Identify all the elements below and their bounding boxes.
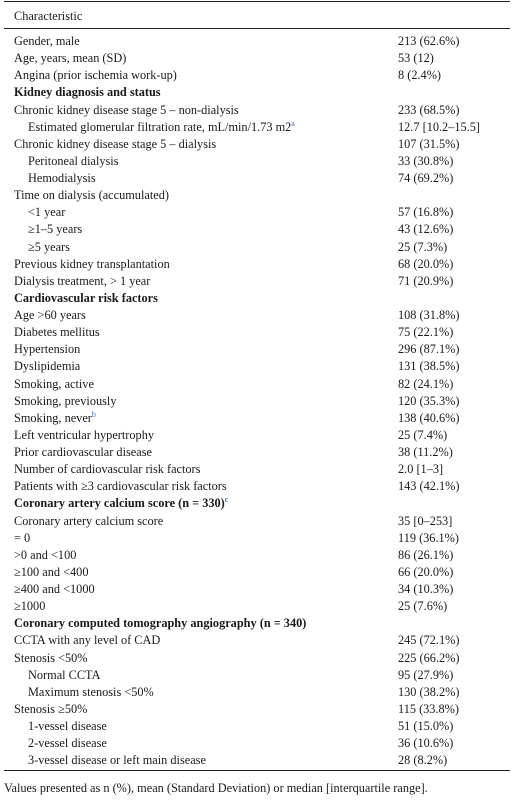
row-label-text: Age >60 years [14,308,86,322]
row-label-text: Stenosis <50% [14,650,88,665]
row-value: 108 (31.8%) [398,308,460,322]
row-value: 296 (87.1%) [398,342,460,357]
table-row [0,358,514,375]
row-label-text: ≥5 years [28,239,70,254]
row-value: 143 (42.1%) [398,479,460,494]
row-label-text: Kidney diagnosis and status [14,85,161,100]
row-label [14,564,88,581]
row-label-text: Smoking, active [14,376,94,391]
footnote-marker: b [91,409,96,419]
row-label-text: Age, years, mean (SD) [14,51,127,66]
row-value: 25 (7.4%) [398,427,448,442]
row-label-text: Dialysis treatment, > 1 year [14,273,151,288]
row-label [14,547,76,564]
row-label-text: = 0 [14,530,31,545]
row-value: 225 (66.2%) [398,650,460,665]
row-label [28,718,107,735]
row-value: 119 (36.1%) [398,530,460,545]
row-label-text: Smoking, never [14,410,92,425]
table-row [0,478,514,495]
row-value: 57 (16.8%) [398,205,454,220]
row-label [14,341,80,358]
table-top-rule [4,1,510,2]
row-label [14,358,80,375]
table-row [0,530,514,547]
row-label-text: Peritoneal dialysis [28,153,119,168]
row-label [14,530,30,547]
table-row [0,33,514,50]
row-label [28,119,295,136]
row-label-text: Previous kidney transplantation [14,256,170,271]
table-row [0,564,514,581]
row-value: 115 (33.8%) [398,701,460,716]
table-row [0,513,514,530]
row-label [14,290,158,307]
row-label [28,170,96,187]
row-value: 38 (11.2%) [398,445,453,459]
table-row [0,153,514,170]
column-header-characteristic: Characteristic [14,9,83,23]
row-label-text: Coronary artery calcium score [14,513,164,528]
row-label-text: Diabetes mellitus [14,325,100,340]
row-label [14,478,227,495]
table-row [0,119,514,136]
row-value: 71 (20.9%) [398,273,454,288]
footnote-marker: c [224,495,229,505]
row-label-text: Cardiovascular risk factors [14,290,158,305]
row-value: 233 (68.5%) [398,102,460,117]
table-row [0,461,514,478]
table-row [0,444,514,461]
row-label-text: Coronary computed tomography angiography (n = 340) [14,616,307,631]
row-label-text: Maximum stenosis <50% [28,684,154,699]
row-label-text: >0 and <100 [14,547,77,562]
section-heading-row [0,615,514,632]
table-row [0,307,514,324]
row-label-text: <1 year [28,205,66,220]
row-value: 12.7 [10.2–15.5] [398,119,480,134]
row-value: 130 (38.2%) [398,684,460,699]
table-row [0,136,514,153]
row-label [28,239,70,256]
row-value: 53 (12) [398,51,434,66]
row-value: 68 (20.0%) [398,256,454,271]
row-label-text: Gender, male [14,34,80,48]
row-value: 107 (31.5%) [398,136,460,151]
table-row [0,256,514,273]
row-value: 131 (38.5%) [398,359,460,374]
row-value: 74 (69.2%) [398,171,454,185]
row-value: 213 (62.6%) [398,34,460,48]
row-label-text: Angina (prior ischemia work-up) [14,68,177,83]
row-label [14,67,177,84]
table-row [0,684,514,701]
row-label [14,495,228,512]
row-value: 34 (10.3%) [398,582,454,596]
table-row [0,667,514,684]
table-row [0,701,514,718]
row-value: 120 (35.3%) [398,393,460,408]
row-label [14,632,160,649]
row-value: 8 (2.4%) [398,68,442,83]
row-label-text: 3-vessel disease or left main disease [28,753,206,768]
row-label-text: Patients with ≥3 cardiovascular risk factors [14,479,227,494]
table-row [0,547,514,564]
row-label-text: ≥1000 [14,599,46,614]
row-label [14,615,306,632]
table-body [0,33,514,769]
table-row [0,50,514,67]
table-footnote: Values presented as n (%), mean (Standard Deviation) or median [interquartile range]. [4,781,428,795]
row-label [14,376,94,393]
row-label [14,33,80,50]
table-row [0,239,514,256]
row-label-text: Hemodialysis [28,171,96,185]
row-label-text: ≥100 and <400 [14,564,89,579]
row-label [14,84,161,101]
table-row [0,718,514,735]
row-label [14,393,116,410]
row-label [28,752,206,769]
row-value: 43 (12.6%) [398,222,454,237]
row-label [14,256,170,273]
row-label [28,153,119,170]
row-label-text: 2-vessel disease [28,736,107,751]
row-label [28,221,82,238]
row-label [14,136,216,153]
row-label-text: Smoking, previously [14,393,117,408]
table-row [0,735,514,752]
row-label [14,427,154,444]
row-value: 33 (30.8%) [398,153,454,168]
row-label [14,307,86,324]
table-row [0,650,514,667]
table-row [0,752,514,769]
row-value: 86 (26.1%) [398,547,454,562]
row-label [28,684,154,701]
table-row [0,341,514,358]
row-value: 35 [0–253] [398,513,453,528]
row-label [14,102,239,119]
row-value: 25 (7.3%) [398,239,448,254]
table-row [0,170,514,187]
row-value: 95 (27.9%) [398,667,454,682]
row-value: 138 (40.6%) [398,410,460,425]
table-row [0,221,514,238]
table-row [0,204,514,221]
row-value: 66 (20.0%) [398,564,454,579]
row-label-text: CCTA with any level of CAD [14,633,161,648]
row-label-text: Chronic kidney disease stage 5 – non-dialysis [14,102,239,117]
row-label [28,667,100,684]
row-label-text: Normal CCTA [28,667,101,682]
table-row [0,187,514,204]
row-label-text: Hypertension [14,342,81,357]
table-row [0,376,514,393]
row-label [14,410,96,427]
row-label-text: Time on dialysis (accumulated) [14,188,169,203]
row-label [14,444,152,461]
row-value: 245 (72.1%) [398,633,460,648]
row-label [14,650,88,667]
table-row [0,324,514,341]
row-label [28,204,65,221]
row-label-text: Stenosis ≥50% [14,701,88,716]
header-rule [4,28,510,29]
row-label-text: Coronary artery calcium score (n = 330) [14,496,225,511]
row-label-text: Dyslipidemia [14,359,81,374]
row-label-text: Prior cardiovascular disease [14,445,152,459]
table-row [0,393,514,410]
row-label [14,324,100,341]
row-value: 28 (8.2%) [398,753,448,768]
table-row [0,410,514,427]
row-label [14,461,200,478]
row-value: 36 (10.6%) [398,736,454,751]
row-value: 2.0 [1–3] [398,462,444,477]
table-row [0,598,514,615]
table-row [0,102,514,119]
row-label [14,581,95,598]
row-label-text: Chronic kidney disease stage 5 – dialysis [14,136,217,151]
row-value: 82 (24.1%) [398,376,454,391]
section-heading-row [0,84,514,101]
row-label-text: Left ventricular hypertrophy [14,427,154,442]
section-heading-row [0,290,514,307]
row-value: 75 (22.1%) [398,325,454,340]
row-value: 25 (7.6%) [398,599,448,614]
section-heading-row [0,495,514,512]
row-label-text: 1-vessel disease [28,719,107,733]
row-label-text: Number of cardiovascular risk factors [14,462,201,477]
row-label-text: Estimated glomerular filtration rate, mL/min/1.73 m2 [28,119,292,134]
row-label [14,273,150,290]
row-label [14,598,45,615]
table-row [0,273,514,290]
row-label-text: ≥1–5 years [28,222,83,237]
footnote-marker: a [291,118,295,128]
row-label [28,735,107,752]
row-label [14,187,169,204]
row-label [14,701,87,718]
row-value: 51 (15.0%) [398,719,454,733]
table-row [0,427,514,444]
table-bottom-rule [4,770,510,771]
table-row [0,632,514,649]
row-label [14,50,126,67]
row-label [14,513,163,530]
row-label-text: ≥400 and <1000 [14,582,95,596]
table-row [0,581,514,598]
table-row [0,67,514,84]
